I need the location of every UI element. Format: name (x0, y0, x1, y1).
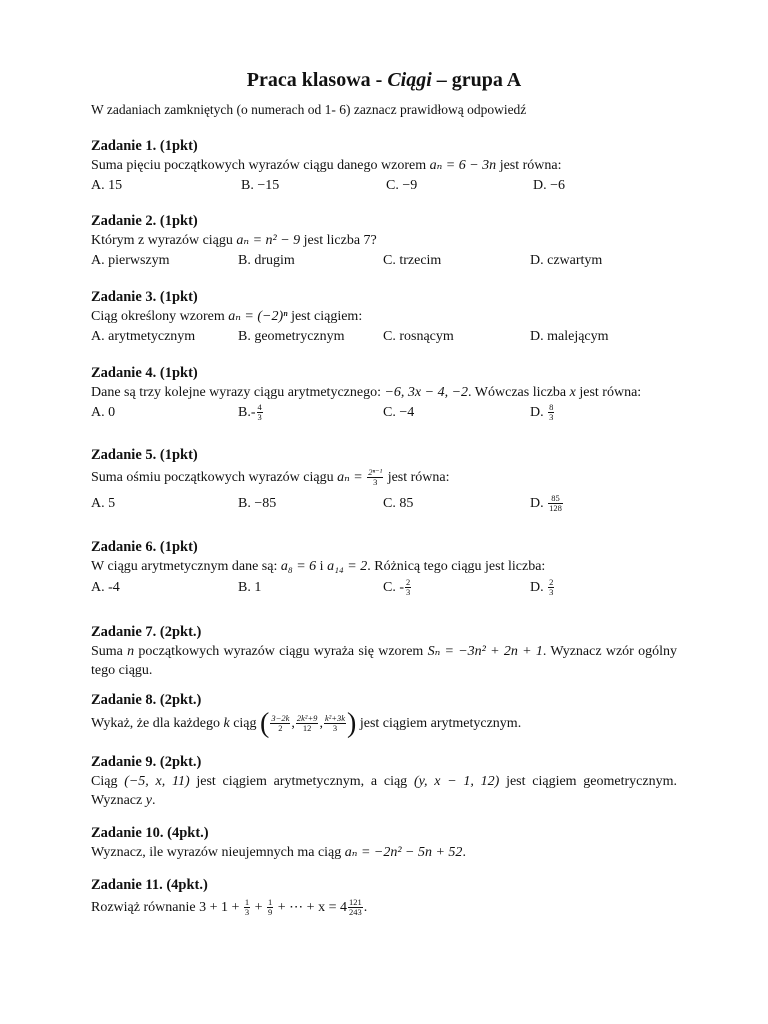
fraction-numerator: 8 (549, 402, 554, 413)
q-text: Ciąg określony wzorem (91, 309, 229, 324)
task-6-options (91, 576, 677, 600)
option-c[interactable] (383, 576, 412, 600)
fraction-numerator: k²+3k (324, 713, 346, 724)
title-suffix: – grupa A (431, 69, 522, 91)
q-text: jest równa: (496, 158, 562, 173)
task-1-question (91, 156, 677, 175)
option-d-label: D. (530, 405, 548, 420)
q-text: jest liczba 7? (300, 233, 377, 248)
q-text: . (363, 900, 368, 915)
q-math: aₙ = n² − 9 (236, 233, 301, 248)
q-math: a₈ = 6 (280, 559, 317, 574)
q-text: Dane są trzy kolejne wyrazy ciągu arytmetycznego: (91, 385, 385, 400)
q-text: + (251, 900, 267, 915)
q-math: a₁₄ = 2 (327, 559, 368, 574)
task-7-question (91, 642, 677, 680)
q-math: aₙ = −2n² − 5n + 52 (344, 845, 463, 860)
q-var: n (127, 644, 135, 659)
fraction (405, 578, 411, 597)
fraction-numerator: 1 (244, 897, 250, 908)
q-text: początkowych wyrazów ciągu wyraża się wzorem (134, 644, 428, 659)
option-a[interactable]: A. 5 (91, 496, 116, 511)
fraction-numerator: 4 (257, 402, 262, 413)
fraction (367, 468, 383, 487)
q-text: jest równa: (384, 470, 450, 485)
fraction (270, 714, 290, 733)
task-3-options (91, 326, 677, 347)
fraction-denominator: 12 (302, 723, 312, 734)
fraction (548, 578, 554, 597)
q-text: Którym z wyrazów ciągu (91, 233, 237, 248)
q-math: (y, x − 1, 12) (413, 774, 500, 789)
option-c[interactable]: C. −4 (383, 405, 415, 420)
option-b[interactable]: B. geometrycznym (238, 329, 345, 344)
fraction-denominator: 3 (549, 412, 554, 423)
q-text: . Różnicą tego ciągu jest liczba: (367, 559, 546, 574)
right-paren: ) (347, 707, 357, 739)
task-5-question (91, 465, 677, 491)
q-text: jest ciągiem arytmetycznym. (356, 716, 522, 731)
option-d-label: D. (530, 580, 548, 595)
option-b[interactable]: B. 1 (238, 580, 262, 595)
fraction-numerator: 1 (268, 897, 273, 908)
q-text: . Wyznacz wzór ogólny tego ciągu. (91, 644, 677, 678)
task-3-heading: Zadanie 3. (1pkt) (91, 289, 198, 305)
option-c-label: C. - (383, 580, 404, 595)
q-text: i (316, 559, 328, 574)
task-2-heading: Zadanie 2. (1pkt) (91, 213, 198, 229)
q-text: Ciąg (91, 774, 125, 789)
task-2-options (91, 250, 677, 271)
fraction-numerator: 85 (548, 494, 563, 504)
q-math: Sₙ = −3n² + 2n + 1 (427, 644, 543, 659)
task-7-heading: Zadanie 7. (2pkt.) (91, 624, 202, 640)
task-3 (91, 288, 677, 347)
task-5-options (91, 491, 677, 517)
q-text: jest równa: (575, 385, 642, 400)
q-text: . (462, 845, 466, 860)
q-text: jest ciągiem geometrycznym. Wyznacz (91, 774, 677, 808)
q-math: aₙ = 6 − 3n (429, 158, 497, 173)
q-var: x (569, 385, 576, 400)
task-10-heading: Zadanie 10. (4pkt.) (91, 825, 209, 841)
option-c[interactable]: C. rosnącym (383, 329, 454, 344)
q-text: Wyznacz, ile wyrazów nieujemnych ma ciąg (91, 845, 345, 860)
q-text: Suma pięciu początkowych wyrazów ciągu danego wzorem (91, 158, 430, 173)
q-text: jest ciągiem: (287, 309, 363, 324)
task-5 (91, 446, 677, 517)
option-d[interactable]: D. −6 (533, 178, 566, 193)
task-10 (91, 824, 677, 862)
q-text: jest ciągiem arytmetycznym, a ciąg (189, 774, 414, 789)
option-a[interactable]: A. -4 (91, 580, 120, 595)
option-d[interactable]: D. czwartym (530, 253, 603, 268)
option-a[interactable]: A. 15 (91, 178, 123, 193)
q-text: W ciągu arytmetycznym dane są: (91, 559, 281, 574)
fraction-denominator: 9 (268, 907, 273, 918)
option-d[interactable]: D. malejącym (530, 329, 609, 344)
fraction (348, 898, 363, 917)
q-text: Rozwiąż równanie 3 + 1 + (91, 900, 243, 915)
option-b[interactable] (238, 402, 264, 423)
option-d-label: D. (530, 496, 548, 511)
fraction (257, 403, 263, 422)
q-text: ciąg (229, 716, 261, 731)
option-c[interactable]: C. trzecim (383, 253, 442, 268)
task-10-question (91, 843, 677, 862)
fraction (296, 714, 319, 733)
option-c[interactable]: C. 85 (383, 496, 414, 511)
task-5-heading: Zadanie 5. (1pkt) (91, 447, 198, 463)
task-4-options (91, 402, 677, 423)
task-1-heading: Zadanie 1. (1pkt) (91, 138, 198, 154)
option-b[interactable]: B. −85 (238, 496, 277, 511)
task-6-question (91, 557, 677, 576)
option-b-label: B.- (238, 405, 256, 420)
task-9-question (91, 772, 677, 810)
instructions: W zadaniach zamkniętych (o numerach od 1- 6) zaznacz prawidłową odpowiedź (91, 102, 527, 117)
task-2 (91, 212, 677, 271)
fraction-denominator: 243 (348, 907, 362, 918)
task-9-heading: Zadanie 9. (2pkt.) (91, 754, 202, 770)
q-text: Suma ośmiu początkowych wyrazów ciągu (91, 470, 338, 485)
option-d[interactable] (530, 576, 555, 600)
fraction-numerator: 121 (348, 897, 362, 908)
fraction-denominator: 3 (406, 587, 411, 598)
task-9 (91, 753, 677, 810)
fraction (244, 898, 250, 917)
fraction-denominator: 2 (278, 723, 283, 734)
task-4-question (91, 383, 677, 402)
fraction-numerator: 2k²+9 (296, 713, 318, 724)
task-4 (91, 364, 677, 423)
task-11-question (91, 895, 677, 921)
task-3-question (91, 307, 677, 326)
task-8-heading: Zadanie 8. (2pkt.) (91, 692, 202, 708)
task-8 (91, 691, 677, 738)
q-text: . (151, 793, 156, 808)
q-math: aₙ = (337, 470, 367, 485)
q-math: aₙ = (−2)ⁿ (228, 309, 288, 324)
task-1 (91, 137, 677, 196)
task-2-question (91, 231, 677, 250)
q-var: k (223, 716, 230, 731)
fraction-denominator: 128 (549, 503, 562, 514)
task-11 (91, 876, 677, 921)
option-b[interactable]: B. −15 (241, 178, 280, 193)
q-text: + ⋯ + x = 4 (274, 900, 347, 915)
q-var: y (145, 793, 152, 808)
fraction-numerator: 3−2k (271, 713, 290, 724)
task-1-options (91, 175, 677, 196)
option-c[interactable]: C. −9 (386, 178, 418, 193)
fraction (324, 714, 346, 733)
fraction (548, 403, 554, 422)
left-paren: ( (260, 707, 270, 739)
task-8-question: Wykaż, że dla każdego k ciąg ( $\frac{3-2k}{2}$ , $\frac{\text{2k²+9}}{12}$ , $\frac{\text{k²+3k}}{3}$ ) jest ciągiem arytmetycznym. (91, 707, 522, 739)
fraction (548, 494, 563, 513)
q-text: . Wówczas liczba (468, 385, 570, 400)
q-text: Suma (91, 644, 128, 659)
fraction-denominator: 3 (373, 477, 378, 488)
option-b[interactable]: B. drugim (238, 253, 295, 268)
fraction-denominator: 3 (244, 907, 250, 918)
fraction (267, 898, 273, 917)
q-math: −6, 3x − 4, −2 (384, 385, 469, 400)
fraction-denominator: 3 (257, 412, 262, 423)
option-a[interactable]: A. pierwszym (91, 253, 170, 268)
task-6-heading: Zadanie 6. (1pkt) (91, 539, 198, 555)
title-prefix: Praca klasowa - (246, 69, 388, 91)
task-4-heading: Zadanie 4. (1pkt) (91, 365, 198, 381)
task-6 (91, 538, 677, 600)
q-math: (−5, x, 11) (124, 774, 190, 789)
option-d[interactable] (530, 402, 555, 423)
fraction-denominator: 3 (332, 723, 338, 734)
page-title (0, 66, 768, 94)
option-d[interactable] (530, 491, 564, 517)
title-italic: Ciągi (387, 69, 432, 91)
q-text: Wykaż, że dla każdego (91, 716, 224, 731)
option-a[interactable]: A. arytmetycznym (91, 329, 196, 344)
task-7 (91, 623, 677, 680)
fraction-numerator: 2ⁿ⁻¹ (368, 467, 383, 478)
option-a[interactable]: A. 0 (91, 405, 116, 420)
task-11-heading: Zadanie 11. (4pkt.) (91, 877, 208, 893)
fraction-numerator: 2 (406, 577, 411, 588)
fraction-numerator: 2 (549, 577, 554, 588)
fraction-denominator: 3 (549, 587, 554, 598)
